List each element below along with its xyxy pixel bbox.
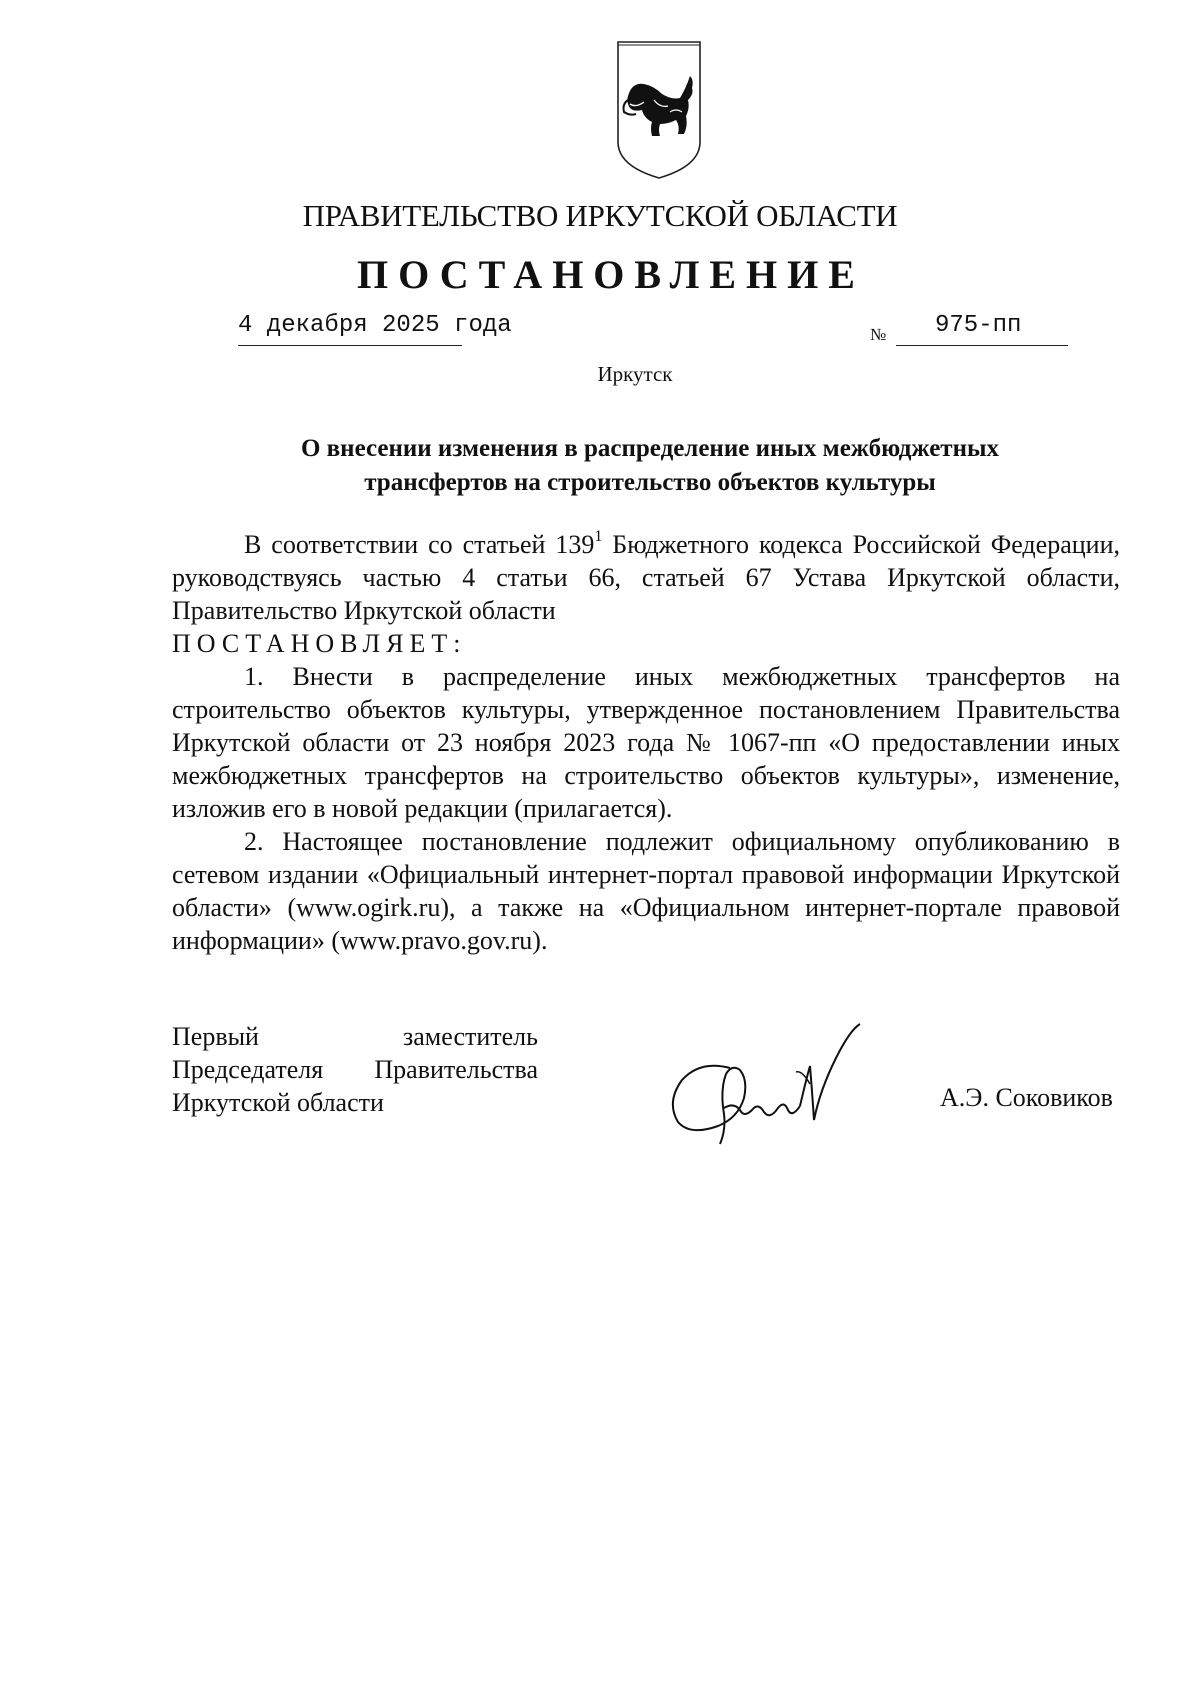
decree-word: ПОСТАНОВЛЯЕТ: [172,629,467,658]
preamble-text-1: В соответствии со статьей 139 [244,530,595,559]
signer-position [172,1020,538,1119]
preamble-superscript: 1 [594,528,603,546]
subject-line-1: О внесении изменения в распределение иных межбюджетных [300,435,1000,462]
city: Иркутск [597,362,673,386]
document-body [172,528,1120,957]
preamble-paragraph [172,528,1120,627]
position-line-2: Председателя Правительства [172,1055,538,1084]
number-sign: № [870,325,887,344]
preamble-text-2: Бюджетного кодекса Российской Федерации, руководствуясь частью 4 статьи 66, статьей 67 Устава Иркутской области, Правительство Иркутской области [172,530,1120,625]
number-underline [896,345,1068,346]
item-2-paragraph: 2. Настоящее постановление подлежит официальному опубликованию в сетевом издании «Официальный интернет-портал правовой информации Иркутской области» (www.ogirk.ru), а также на «Официальном интернет-портале правовой информации» (www.pravo.gov.ru). [172,827,1120,955]
position-line-3: Иркутской области [172,1088,384,1117]
subject-line-2: трансфертов на строительство объектов культуры [364,469,936,496]
date-underline [238,345,462,346]
document-number: 975-пп [935,312,1022,339]
item-1-paragraph: 1. Внести в распределение иных межбюджетных трансфертов на строительство объектов культуры, утвержденное постановлением Правительства Иркутской области от 23 ноября 2023 года № 1067-пп «О предоставлении иных межбюджетных трансфертов на строительство объектов культуры», изменение, изложив его в новой редакции (прилагается). [172,662,1120,823]
document-type: ПОСТАНОВЛЕНИЕ [357,252,865,297]
irkutsk-coat-of-arms-icon [614,38,704,182]
position-line-1: Первый заместитель [172,1022,538,1051]
authority-title: ПРАВИТЕЛЬСТВО ИРКУТСКОЙ ОБЛАСТИ [302,198,898,233]
signer-name: А.Э. Соковиков [940,1083,1113,1112]
document-date: 4 декабря 2025 года [238,312,512,339]
handwritten-signature-icon [660,1010,890,1160]
document-subject [230,432,1070,500]
